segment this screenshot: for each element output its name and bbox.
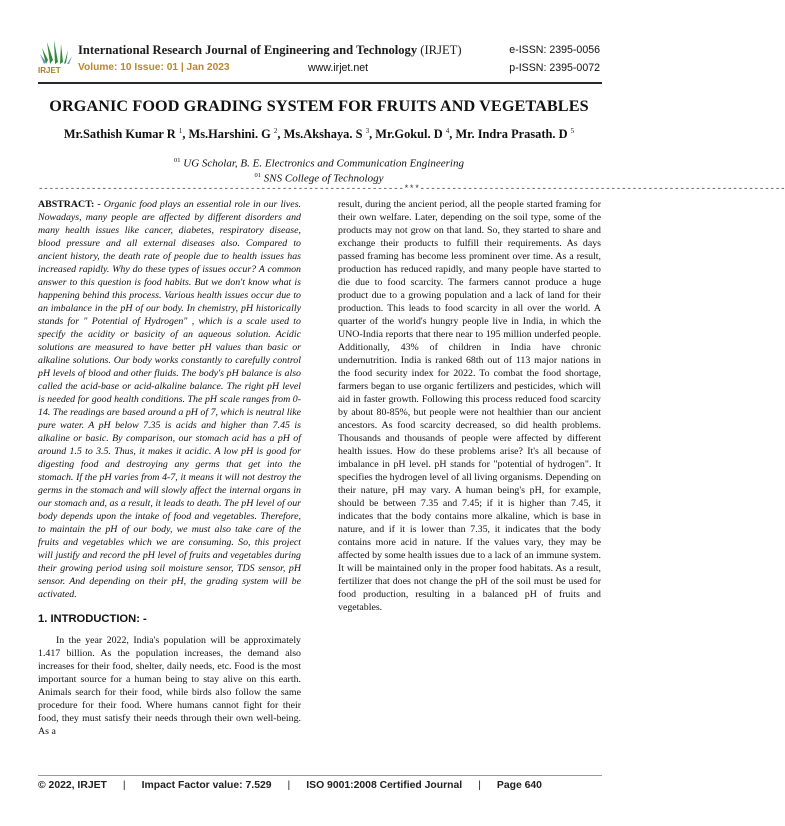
author-separator: , xyxy=(449,127,456,142)
header-rule xyxy=(38,82,602,84)
footer-rule xyxy=(38,775,602,776)
footer-divider: | xyxy=(287,780,291,791)
affiliation-line-2 xyxy=(0,172,638,185)
author-separator: , xyxy=(277,127,284,142)
author-sup: 3 xyxy=(365,127,370,135)
journal-name: International Research Journal of Engineering and Technology xyxy=(78,43,418,57)
logo-text: IRJET xyxy=(38,66,61,75)
author-name: Mr.Sathish Kumar R xyxy=(63,127,176,142)
right-column xyxy=(338,198,601,614)
author-name: Mr.Gokul. D xyxy=(375,127,443,142)
paper-title: ORGANIC FOOD GRADING SYSTEM FOR FRUITS AND VEGETABLES xyxy=(49,97,589,115)
intro-paragraph-right: result, during the ancient period, all the people started framing for their own welfare. Later, depending on the soil type, some of the products may not grow on that land. So, they started to share and exchange their products to fulfill their requirements. As days passed framing has become less prominent over time. As a result, production has reduced rapidly, and many people have started to die due to food scarcity. The farmers cannot produce a huge product due to a growing population and a lack of land for their production. This leads to food scarcity in all over the world. A quarter of the world's hungry people live in India, in which the UNO-India reports that there near to 195 million underfed people. Additionally, 43% of children in India have chronic undernutrition. India is ranked 68th out of 113 major nations in the food security index for 2022. To combat the food shortage, farmers began to use organic fertilizers and pesticides, which will aid in faster growth. Following this process reduced food scarcity by about 80-85%, but people were not healthier than our ancient ancestors. As food scarcity decreased, so did health problems. Thousands and thousands of people were affected by different health issues. How do these problems arise? It's all because of imbalance in pH level. pH stands for "potential of hydrogen". It specifies the hydrogen level of all living organisms. Depending on their nature, pH may vary. A human being's pH, for example, should be between 7.35 and 7.45; if it is higher than 7.45, it indicates that the body contains more alkaline, which is base in nature, and if it is lower than 7.35, it indicates that the body contains more acid in nature. If the values vary, they may be affected by some health issues due to a lack of an immune system. It will be maintained only in the proper food habitats. As a result, fertilizer that does not change the pH of the soil must be used for food production, resulting in a balanced pH of fruits and vegetables. xyxy=(338,199,601,613)
abstract-text: Organic food plays an essential role in our lives. Nowadays, many people are affected by different disorders and many health issues like cancer, diabetes, respiratory disease, blood pressure and all external diseases also. Compared to ancient history, the death rate of people due to health issues has increased rapidly. Why do these types of issues occur? A common answer to this question is food habits. But we don't know what is happening behind this process. Various health issues occur due to an imbalance in the pH of our body. In chemistry, pH historically stands for " Potential of Hydrogen" , which is a scale used to specify the acidity or basicity of an aqueous solution. Acidic solutions are measured to have better pH values than basic or alkaline solutions. Our body works constantly to carefully control pH levels of blood and other fluids. The body's pH balance is also called the acid-base or acid-alkaline balance. The right pH level is needed for good health conditions. The pH scale ranges from 0-14. The readings are based around a pH of 7, which is neutral like pure water. A pH below 7.35 is acids and higher than 7.45 is alkaline or basic. By comparison, our stomach acid has a pH of around 1.5 to 3.5. Thus, it makes it acidic. A low pH is good for digesting food and destroying any germs that get into the stomach. If the pH varies from 4-7, it means it will not destroy the germs in the stomach and will slowly affect the internal organs in our stomach and, as a result, it leads to death. The pH level of our body depends upon the intake of food and vegetables. Therefore, to maintain the pH of our body, we must also take care of the fruits and vegetables which we are consuming. So, this project will justify and record the pH level of fruits and vegetables during their growing period using soil moisture sensor, TDS sensor, pH sensor. And depending on their pH, the grading system will be activated. xyxy=(38,199,302,600)
author-sup: 2 xyxy=(273,127,278,135)
intro-paragraph-left: In the year 2022, India's population will be approximately 1.417 billion. As the population increases, the demand also increases for their food, shelter, daily needs, etc. Food is the most important source for a human being to stay alive on this earth. Animals search for their food, while birds also follow the same procedure for their food. Where humans cannot fight for their food, they must satisfy their needs through their own well-being. As a xyxy=(38,635,301,737)
abstract-label: ABSTRACT: - xyxy=(38,199,101,210)
author-name: Ms.Harshini. G xyxy=(188,127,271,142)
journal-abbrev: (IRJET) xyxy=(420,43,462,57)
author-sup: 5 xyxy=(570,127,575,135)
footer-page-number: Page 640 xyxy=(496,780,542,791)
author-separator: , xyxy=(369,127,376,142)
affiliation-text: SNS College of Technology xyxy=(263,172,384,185)
affiliation-sup: 01 xyxy=(174,157,181,164)
affiliation-text: UG Scholar, B. E. Electronics and Communication Engineering xyxy=(183,157,464,170)
author-name: Mr. Indra Prasath. D xyxy=(455,127,568,142)
left-column xyxy=(38,198,301,738)
footer-impact-factor: Impact Factor value: 7.529 xyxy=(141,780,272,791)
author-sup: 4 xyxy=(445,127,450,135)
author-name: Ms.Akshaya. S xyxy=(283,127,363,142)
footer-iso: ISO 9001:2008 Certified Journal xyxy=(306,780,463,791)
journal-header xyxy=(38,40,600,80)
intro-heading: 1. INTRODUCTION: - xyxy=(38,613,147,625)
author-separator: , xyxy=(182,127,189,142)
irjet-logo-icon xyxy=(38,40,74,78)
volume-issue: Volume: 10 Issue: 01 | Jan 2023 xyxy=(78,62,230,73)
website-link[interactable]: www.irjet.net xyxy=(308,62,369,74)
affiliation-line-1 xyxy=(0,157,638,170)
footer-copyright: © 2022, IRJET xyxy=(38,780,107,791)
footer-divider: | xyxy=(478,780,481,791)
footer-divider: | xyxy=(122,780,126,791)
affiliation-sup: 01 xyxy=(254,172,262,179)
e-issn: e-ISSN: 2395-0056 xyxy=(509,44,600,56)
journal-title xyxy=(78,43,462,58)
page-footer xyxy=(38,780,602,791)
abstract xyxy=(38,198,301,601)
author-list xyxy=(0,127,638,142)
section-separator: ---------------------------------------------------------------------***--------------------------------------------------------------------- xyxy=(38,184,785,194)
author-sup: 1 xyxy=(178,127,183,135)
p-issn: p-ISSN: 2395-0072 xyxy=(509,62,600,74)
